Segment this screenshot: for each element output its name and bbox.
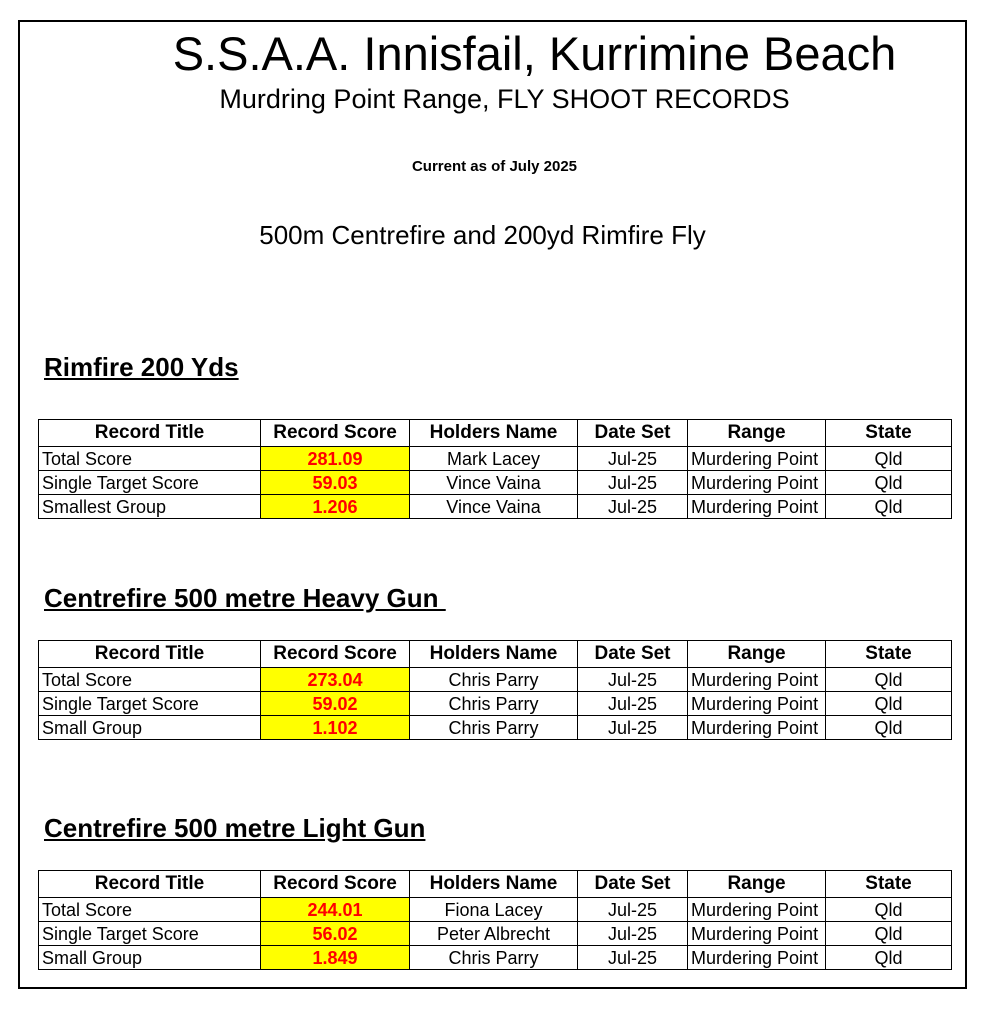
record-score: 59.03 xyxy=(261,471,410,495)
date-set: Jul-25 xyxy=(578,692,688,716)
date-set: Jul-25 xyxy=(578,898,688,922)
holder-name: Peter Albrecht xyxy=(410,922,578,946)
table-row xyxy=(39,898,952,922)
holder-name: Vince Vaina xyxy=(410,471,578,495)
col-header-range: Range xyxy=(688,871,826,898)
record-score: 1.849 xyxy=(261,946,410,970)
record-title: Total Score xyxy=(39,668,261,692)
table-row xyxy=(39,692,952,716)
holder-name: Chris Parry xyxy=(410,668,578,692)
state: Qld xyxy=(826,471,952,495)
state: Qld xyxy=(826,946,952,970)
table-header-row xyxy=(39,641,952,668)
record-score: 273.04 xyxy=(261,668,410,692)
state: Qld xyxy=(826,922,952,946)
section-title-rimfire: Rimfire 200 Yds xyxy=(44,352,239,382)
col-header-state: State xyxy=(826,871,952,898)
table-header-row xyxy=(39,871,952,898)
col-header-state: State xyxy=(826,641,952,668)
range: Murdering Point xyxy=(688,922,826,946)
state: Qld xyxy=(826,716,952,740)
table-row xyxy=(39,716,952,740)
holder-name: Chris Parry xyxy=(410,692,578,716)
record-title: Single Target Score xyxy=(39,692,261,716)
date-set: Jul-25 xyxy=(578,716,688,740)
record-score: 281.09 xyxy=(261,447,410,471)
col-header-range: Range xyxy=(688,420,826,447)
col-header-holders-name: Holders Name xyxy=(410,871,578,898)
state: Qld xyxy=(826,447,952,471)
range: Murdering Point xyxy=(688,495,826,519)
date-set: Jul-25 xyxy=(578,495,688,519)
range: Murdering Point xyxy=(688,447,826,471)
date-set: Jul-25 xyxy=(578,922,688,946)
section-title-centrefire-heavy: Centrefire 500 metre Heavy Gun xyxy=(44,583,446,613)
holder-name: Chris Parry xyxy=(410,946,578,970)
col-header-date-set: Date Set xyxy=(578,420,688,447)
col-header-state: State xyxy=(826,420,952,447)
record-title: Single Target Score xyxy=(39,922,261,946)
table-row xyxy=(39,471,952,495)
record-score: 56.02 xyxy=(261,922,410,946)
col-header-date-set: Date Set xyxy=(578,641,688,668)
records-table-centrefire-heavy xyxy=(38,640,952,740)
page-title: S.S.A.A. Innisfail, Kurrimine Beach xyxy=(172,27,897,80)
table-row xyxy=(39,495,952,519)
state: Qld xyxy=(826,898,952,922)
current-as-of: Current as of July 2025 xyxy=(411,158,578,175)
record-score: 59.02 xyxy=(261,692,410,716)
event-title: 500m Centrefire and 200yd Rimfire Fly xyxy=(259,220,706,250)
record-title: Single Target Score xyxy=(39,471,261,495)
holder-name: Vince Vaina xyxy=(410,495,578,519)
col-header-range: Range xyxy=(688,641,826,668)
state: Qld xyxy=(826,692,952,716)
record-title: Small Group xyxy=(39,946,261,970)
table-row xyxy=(39,946,952,970)
col-header-holders-name: Holders Name xyxy=(410,420,578,447)
col-header-holders-name: Holders Name xyxy=(410,641,578,668)
record-score: 1.102 xyxy=(261,716,410,740)
range: Murdering Point xyxy=(688,898,826,922)
section-title-centrefire-light: Centrefire 500 metre Light Gun xyxy=(44,813,426,843)
record-title: Total Score xyxy=(39,447,261,471)
date-set: Jul-25 xyxy=(578,668,688,692)
records-table-centrefire-light xyxy=(38,870,952,970)
date-set: Jul-25 xyxy=(578,946,688,970)
state: Qld xyxy=(826,495,952,519)
holder-name: Fiona Lacey xyxy=(410,898,578,922)
record-title: Total Score xyxy=(39,898,261,922)
state: Qld xyxy=(826,668,952,692)
range: Murdering Point xyxy=(688,716,826,740)
col-header-record-score: Record Score xyxy=(261,420,410,447)
col-header-record-title: Record Title xyxy=(39,420,261,447)
record-score: 244.01 xyxy=(261,898,410,922)
col-header-record-title: Record Title xyxy=(39,641,261,668)
table-row xyxy=(39,922,952,946)
range: Murdering Point xyxy=(688,668,826,692)
record-title: Small Group xyxy=(39,716,261,740)
range: Murdering Point xyxy=(688,946,826,970)
holder-name: Mark Lacey xyxy=(410,447,578,471)
table-header-row xyxy=(39,420,952,447)
col-header-record-title: Record Title xyxy=(39,871,261,898)
table-row xyxy=(39,668,952,692)
record-title: Smallest Group xyxy=(39,495,261,519)
date-set: Jul-25 xyxy=(578,471,688,495)
col-header-record-score: Record Score xyxy=(261,871,410,898)
range: Murdering Point xyxy=(688,471,826,495)
col-header-record-score: Record Score xyxy=(261,641,410,668)
page-subtitle: Murdring Point Range, FLY SHOOT RECORDS xyxy=(219,84,790,114)
records-table-rimfire xyxy=(38,419,952,519)
range: Murdering Point xyxy=(688,692,826,716)
table-row xyxy=(39,447,952,471)
holder-name: Chris Parry xyxy=(410,716,578,740)
record-score: 1.206 xyxy=(261,495,410,519)
date-set: Jul-25 xyxy=(578,447,688,471)
col-header-date-set: Date Set xyxy=(578,871,688,898)
